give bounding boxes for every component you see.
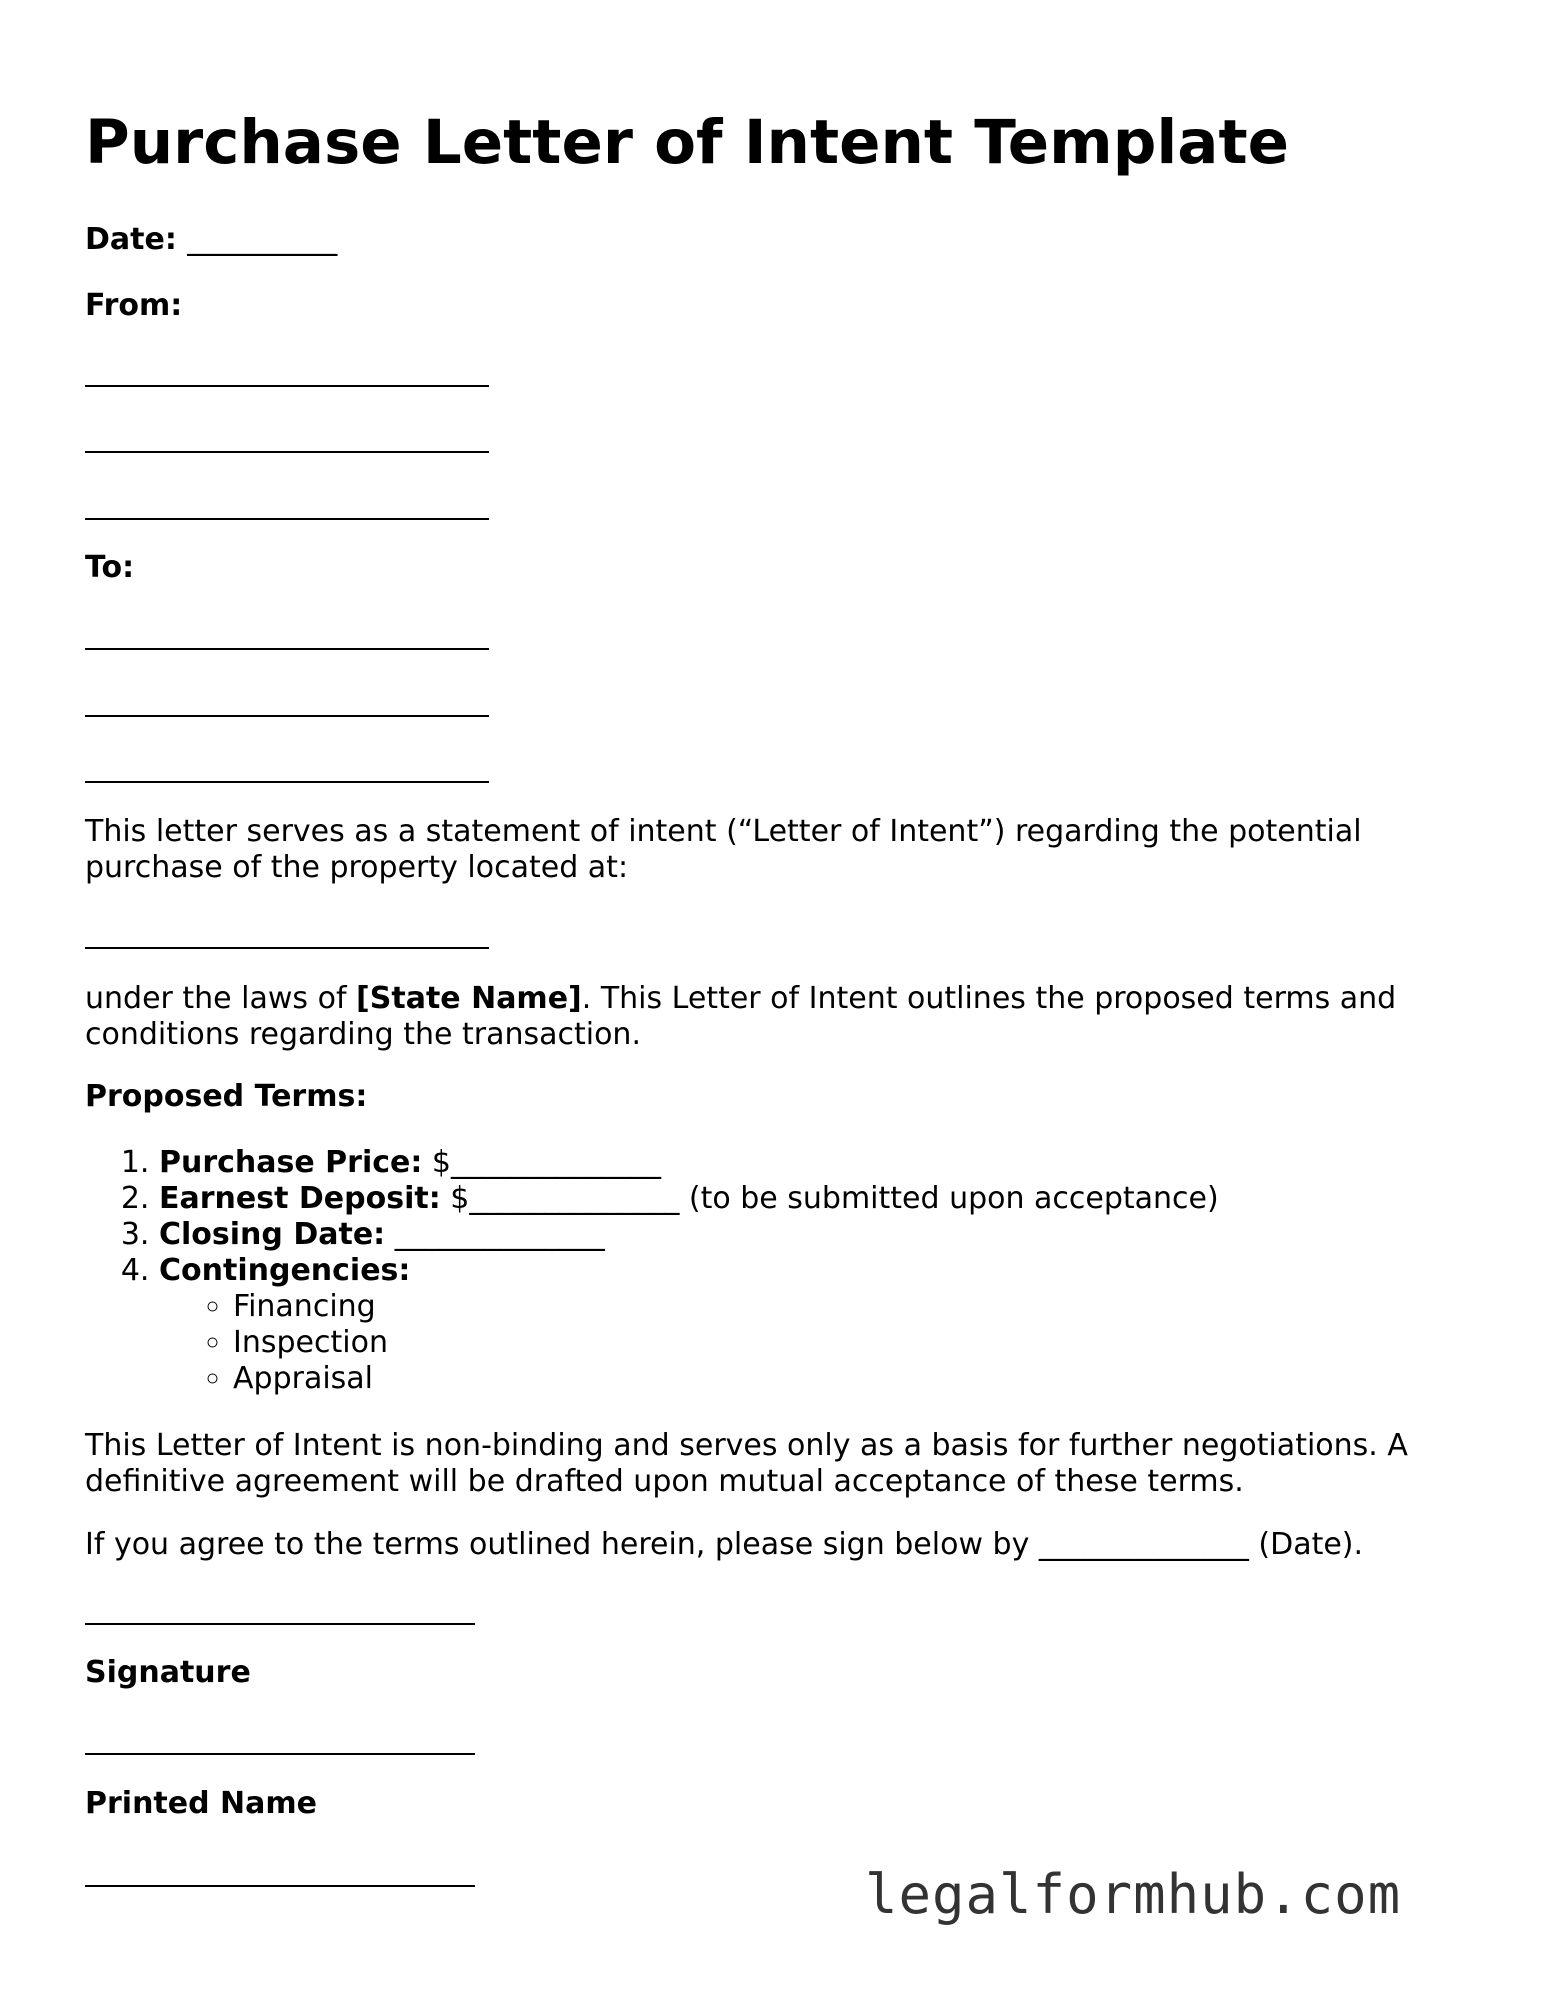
term-value: ______________ [385,1217,605,1252]
term-value: $______________ (to be submitted upon acceptance) [440,1181,1219,1216]
document-title: Purchase Letter of Intent Template [85,107,1290,178]
term-earnest-deposit [159,1181,1459,1217]
term-label: Closing Date: [159,1217,386,1252]
terms-list [85,1145,1459,1397]
term-purchase-price [159,1145,1459,1181]
contingencies-list [159,1289,1459,1397]
watermark-logo: legalformhub.com [865,1863,1402,1926]
state-placeholder: [State Name] [356,981,582,1016]
nonbinding-paragraph: This Letter of Intent is non-binding and serves only as a basis for further negotiations. A definitive agreement will be drafted upon mutual acceptance of these terms. [85,1428,1408,1499]
to-line-3[interactable] [85,781,489,783]
from-line-2[interactable] [85,451,489,453]
agree-paragraph: If you agree to the terms outlined herein, please sign below by ______________ (Date). [85,1527,1364,1562]
to-line-2[interactable] [85,715,489,717]
term-label: Earnest Deposit: [159,1181,441,1216]
contingency-item: ◦ Inspection [233,1325,1459,1361]
signature-line[interactable] [85,1623,475,1625]
laws-prefix: under the laws of [85,981,357,1016]
property-address-line[interactable] [85,947,489,949]
proposed-terms-heading: Proposed Terms: [85,1079,368,1114]
date-signature-line[interactable] [85,1885,475,1887]
laws-paragraph [85,981,1465,1053]
term-label: Contingencies: [159,1253,411,1288]
contingency-item: ◦ Financing [233,1289,1459,1325]
to-line-1[interactable] [85,648,489,650]
printed-name-label: Printed Name [85,1786,317,1821]
date-label: Date: [85,222,177,257]
date-blank: __________ [187,222,338,257]
to-label: To: [85,550,135,585]
intro-paragraph: This letter serves as a statement of intent (“Letter of Intent”) regarding the potential purchase of the property located at: [85,814,1362,885]
term-closing-date [159,1217,1459,1253]
term-contingencies [159,1253,1459,1397]
printed-name-line[interactable] [85,1753,475,1755]
term-value: $______________ [422,1145,661,1180]
from-line-3[interactable] [85,518,489,520]
term-label: Purchase Price: [159,1145,423,1180]
laws-suffix: . This Letter of Intent outlines the proposed terms and conditions regarding the transaction. [85,981,1397,1052]
from-line-1[interactable] [85,385,489,387]
from-label: From: [85,288,183,323]
date-line [85,222,337,258]
contingency-item: ◦ Appraisal [233,1361,1459,1397]
signature-label: Signature [85,1655,251,1690]
